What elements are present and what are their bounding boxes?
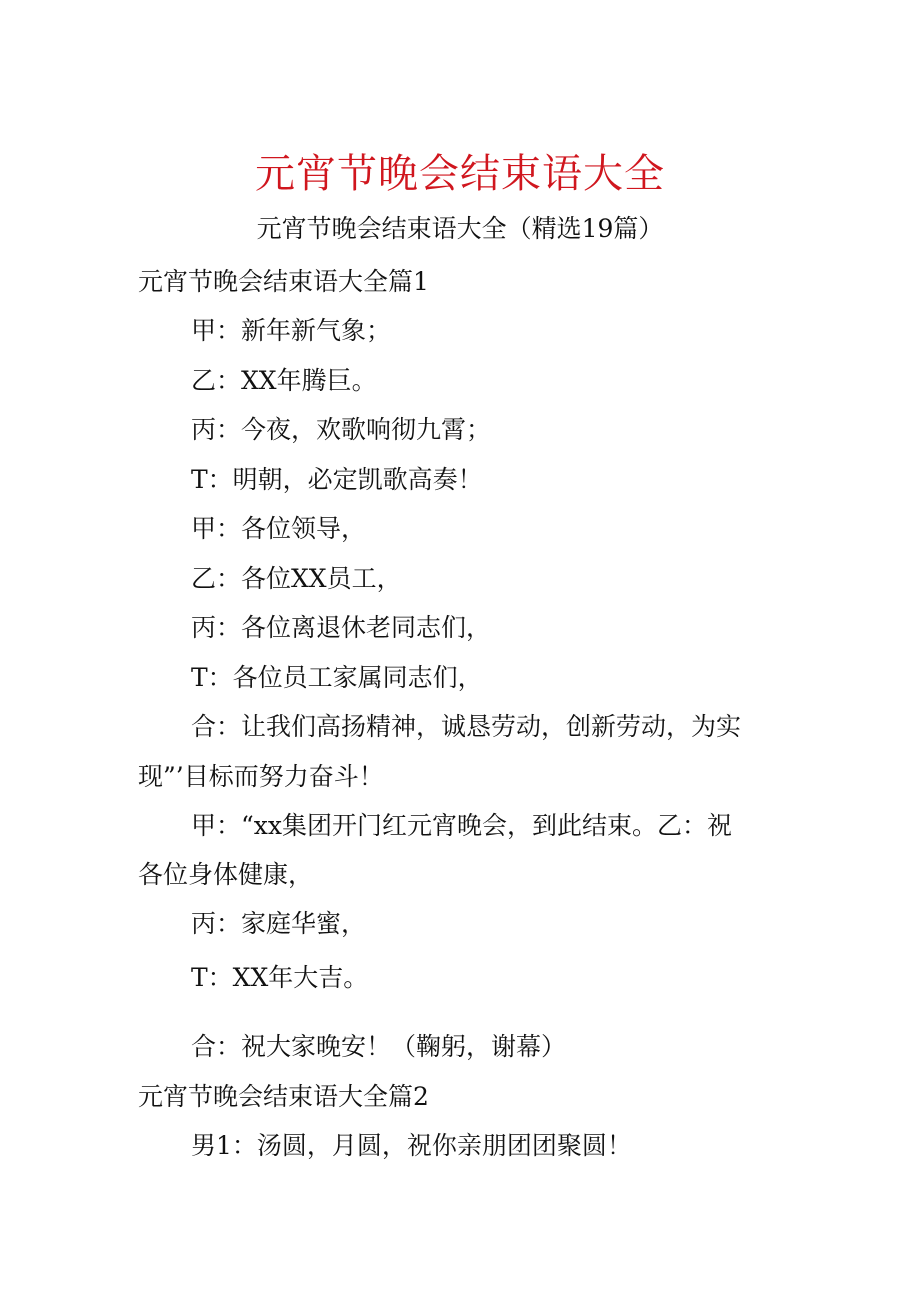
paragraph-line: T：明朝，必定凯歌高奏！	[191, 465, 483, 494]
paragraph-line: 乙：各位XX员工，	[191, 564, 402, 593]
paragraph-line: 甲：“xx集团开门红元宵晚会，到此结束。乙：祝	[191, 811, 732, 840]
paragraph-line: 合：祝大家晚安！（鞠躬，谢幕）	[191, 1032, 567, 1061]
paragraph-line: 丙：各位离退休老同志们，	[191, 613, 492, 642]
document-title: 元宵节晚会结束语大全	[255, 151, 665, 197]
paragraph-line: 甲：新年新气象；	[191, 316, 392, 345]
paragraph-line: T：各位员工家属同志们，	[191, 663, 483, 692]
section-heading: 元宵节晚会结束语大全篇1	[138, 267, 429, 296]
paragraph-line: T：XX年大吉。	[191, 963, 369, 992]
paragraph-line: 各位身体健康，	[138, 860, 314, 889]
paragraph-line: 甲：各位领导，	[191, 514, 367, 543]
paragraph-line: 男1：汤圆，月圆，祝你亲朋团团聚圆！	[191, 1131, 632, 1160]
paragraph-line: 乙：XX年腾巨。	[191, 366, 377, 395]
section-heading: 元宵节晚会结束语大全篇2	[138, 1082, 429, 1111]
paragraph-line: 丙：家庭华蜜，	[191, 909, 367, 938]
paragraph-line: 合：让我们高扬精神，诚恳劳动，创新劳动，为实	[191, 712, 742, 741]
document-subtitle: 元宵节晚会结束语大全（精选19篇）	[256, 214, 664, 243]
paragraph-line: 现”’目标而努力奋斗！	[138, 762, 384, 791]
paragraph-line: 丙：今夜，欢歌响彻九霄；	[191, 415, 492, 444]
